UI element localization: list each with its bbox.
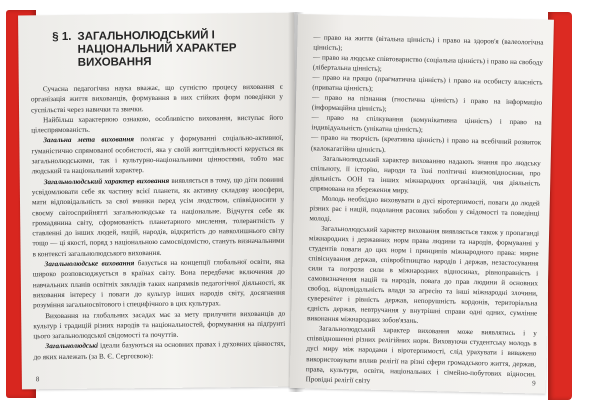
page-number-left: 8 [35, 375, 40, 384]
term-label: Загальнолюдське виховання [44, 259, 135, 269]
page-number-right: 9 [532, 379, 536, 388]
list-item: — право на людське співтовариство (соціальна цінність) і право на свободу (лібертальна цінність); [312, 53, 544, 74]
list-item: — право на працю (прагматична цінність) і право на особисту власність (приватна цінність); [312, 73, 543, 93]
paragraph-text: базується на концепції глобальної освіти, яка широко розповсюджується в країнах світу. Вона передбачає включення до навчальних планів освітніх закладів таких напрямків педагогічної діяльності, як виховання інтересу і поваги до культур інших народів світу, досягнення розуміння загальносвітового і специфічного в цих культурах. [32, 257, 286, 310]
list-item: — право на пізнання (гностична цінність) і право на інформацію (інформаційна цінність); [311, 93, 543, 114]
term-label: Загальнолюдський характер виховання [43, 176, 170, 186]
term-label: Загальна мета виховання [43, 135, 135, 145]
paragraph-universal [32, 174, 285, 259]
list-item: — право на творчість (креативна цінність) і право на всебічний розвиток (калокагатійна цінність). [310, 133, 542, 154]
rights-list [311, 32, 544, 158]
paragraph: Виховання на глобальних засадах має за мету прилучити вихованців до культур і традицій різних народів та національностей, формування на підґрунті цього загальнолюдської свідомості та почуттів. [33, 309, 286, 341]
left-page-text [30, 23, 286, 372]
paragraph: Найбільш характерною ознакою, особливістю виховання, виступає його цілеспрямованість. [31, 113, 284, 135]
paragraph-goal [31, 133, 283, 177]
list-item: — право на спілкування (комунікативна цінність) і право на індивідуальність (унікатна цінність); [311, 113, 542, 135]
paragraph: Загальнолюдський характер виховання виявляється також у пропаганді міжнародних і державних норм права людини та народів, формуванні у студентів поваги до цих норм і принципів міжнародного права: мирне співіснування держав, співробітництво народів і держав, незастосування сили та погрози сили в міжнародних відносинах, рівноправність і самовизначення націй та народів, повага до прав людини й основних свобод, відповідальність влади за агресію та інші міжнародні злочини, суверенітет і рівність держав, непорушність кордонів, територіальна єдність держав, невтручання у внутрішні справи одні одних, сумлінне виконання міжнародних зобов'язань. [307, 224, 540, 326]
right-page [290, 14, 554, 394]
paragraph-text: виявляється в тому, що діти повинні усвідомлювати себе як частину всієї планети, як активну складову ноосфери, мати відповідальність за свої вчинки перед усім людством, співвідносити у своєму світосприйнятті загальнолюдське та національне. Відчуття себе як громадянина світу, сформованість планетарного мислення, толерантність у ставленні до інших людей, націй, народів, відкритість до навколишнього світу тощо — ці якості, поряд з національною самосвідомістю, стануть визначальними в контексті загальнолюдського виховання. [31, 175, 285, 259]
paragraph-text: ідеали базуються на основних правах і духовних цінностях, до яких належать (за В. Є. Сергєєвою): [33, 340, 286, 362]
term-label: Загальнолюдські [45, 342, 99, 351]
paragraph: Загальнолюдський характер вихованню надають знання про людську спільноту, її історію, народи та їхні політичні взаємовідносини, про діяльність ООН та інших міжнародних організацій, чия діяльність спрямована на збереження миру. [309, 154, 541, 195]
section-number: § 1. [52, 30, 72, 44]
right-page-text [305, 32, 544, 385]
list-item: — право на життя (вітальна цінність) і право на здоров'я (валеологічна цінність); [313, 33, 544, 53]
paragraph: Молодь необхідно виховувати в дусі віротерпимості, поваги до людей різних рас і націй, подолання расових забобон у свідомості та поведінці молоді. [309, 194, 540, 223]
section-title: ЗАГАЛЬНОЛЮДСЬКИЙ І НАЦІОНАЛЬНИЙ ХАРАКТЕР ВИХОВАННЯ [77, 29, 237, 69]
paragraph: Сучасна педагогічна наука вважає, що сутністю процесу виховання є організація життя вихованців, формування в них стійких форм поведінки у суспільстві через навички та звички. [30, 82, 283, 114]
left-page [18, 13, 298, 390]
paragraph-text: полягає у формуванні соціально-активної, гуманістично спрямованої особистості, яка у своїй життєдіяльності керується як загальнолюдськими, так і культурно-національними цінностями, тобто має людський та національний характер. [31, 134, 284, 176]
paragraph: Загальнолюдський характер виховання може виявлятись і у співвідношенні різних релігійних норм. Виховуючи студентську молодь в дусі миру між народами і віротерпимості, слід урахувати і виважено використовувати вплив релігії на різні сфери громадського життя, держав, права, культури, освіти, національних і сімейно-побутових відносин. Провідні релігії світу [305, 324, 537, 385]
paragraph-universal-2 [33, 257, 286, 311]
section-heading [52, 29, 282, 70]
paragraph-universal-3 [33, 339, 285, 362]
